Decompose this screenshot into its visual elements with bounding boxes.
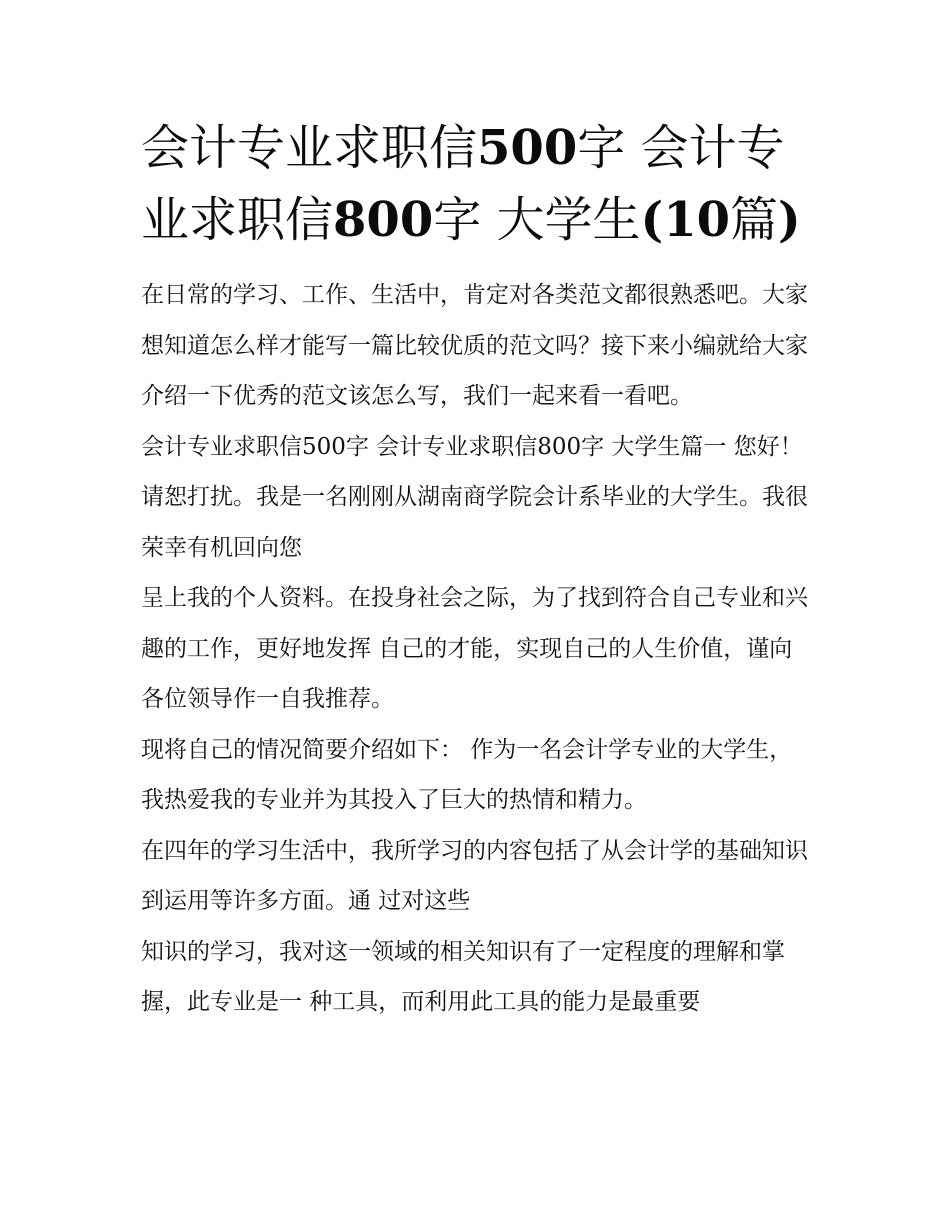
paragraph-knowledge: 知识的学习，我对这一领域的相关知识有了一定程度的理解和掌握，此专业是一 种工具，而利用此工具的能力是最重要 [141,938,785,1015]
paragraph-self-recommendation: 呈上我的个人资料。在投身社会之际，为了找到符合自己专业和兴趣的工作，更好地发挥 自己的才能，实现自己的人生价值，谨向各位领导作一自我推荐。 [141,585,808,712]
paragraph-introduction: 现将自己的情况简要介绍如下： 作为一名会计学专业的大学生，我热爱我的专业并为其投入了巨大的热情和精力。 [141,736,793,813]
document-page [141,112,813,1028]
paragraph-study-content: 在四年的学习生活中，我所学习的内容包括了从会计学的基础知识到运用等许多方面。通 过对这些 [141,837,808,914]
document-title: 会计专业求职信500字 会计专业求职信800字 大学生(10篇) [141,120,801,248]
paragraph-greeting: 会计专业求职信500字 会计专业求职信800字 大学生篇一 您好！请恕打扰。我是一名刚刚从湖南商学院会计系毕业的大学生。我很荣幸有机回向您 [141,433,808,561]
document-body [141,270,813,1028]
paragraph-intro: 在日常的学习、工作、生活中，肯定对各类范文都很熟悉吧。大家想知道怎么样才能写一篇比较优质的范文吗？接下来小编就给大家介绍一下优秀的范文该怎么写，我们一起来看一看吧。 [141,282,808,409]
